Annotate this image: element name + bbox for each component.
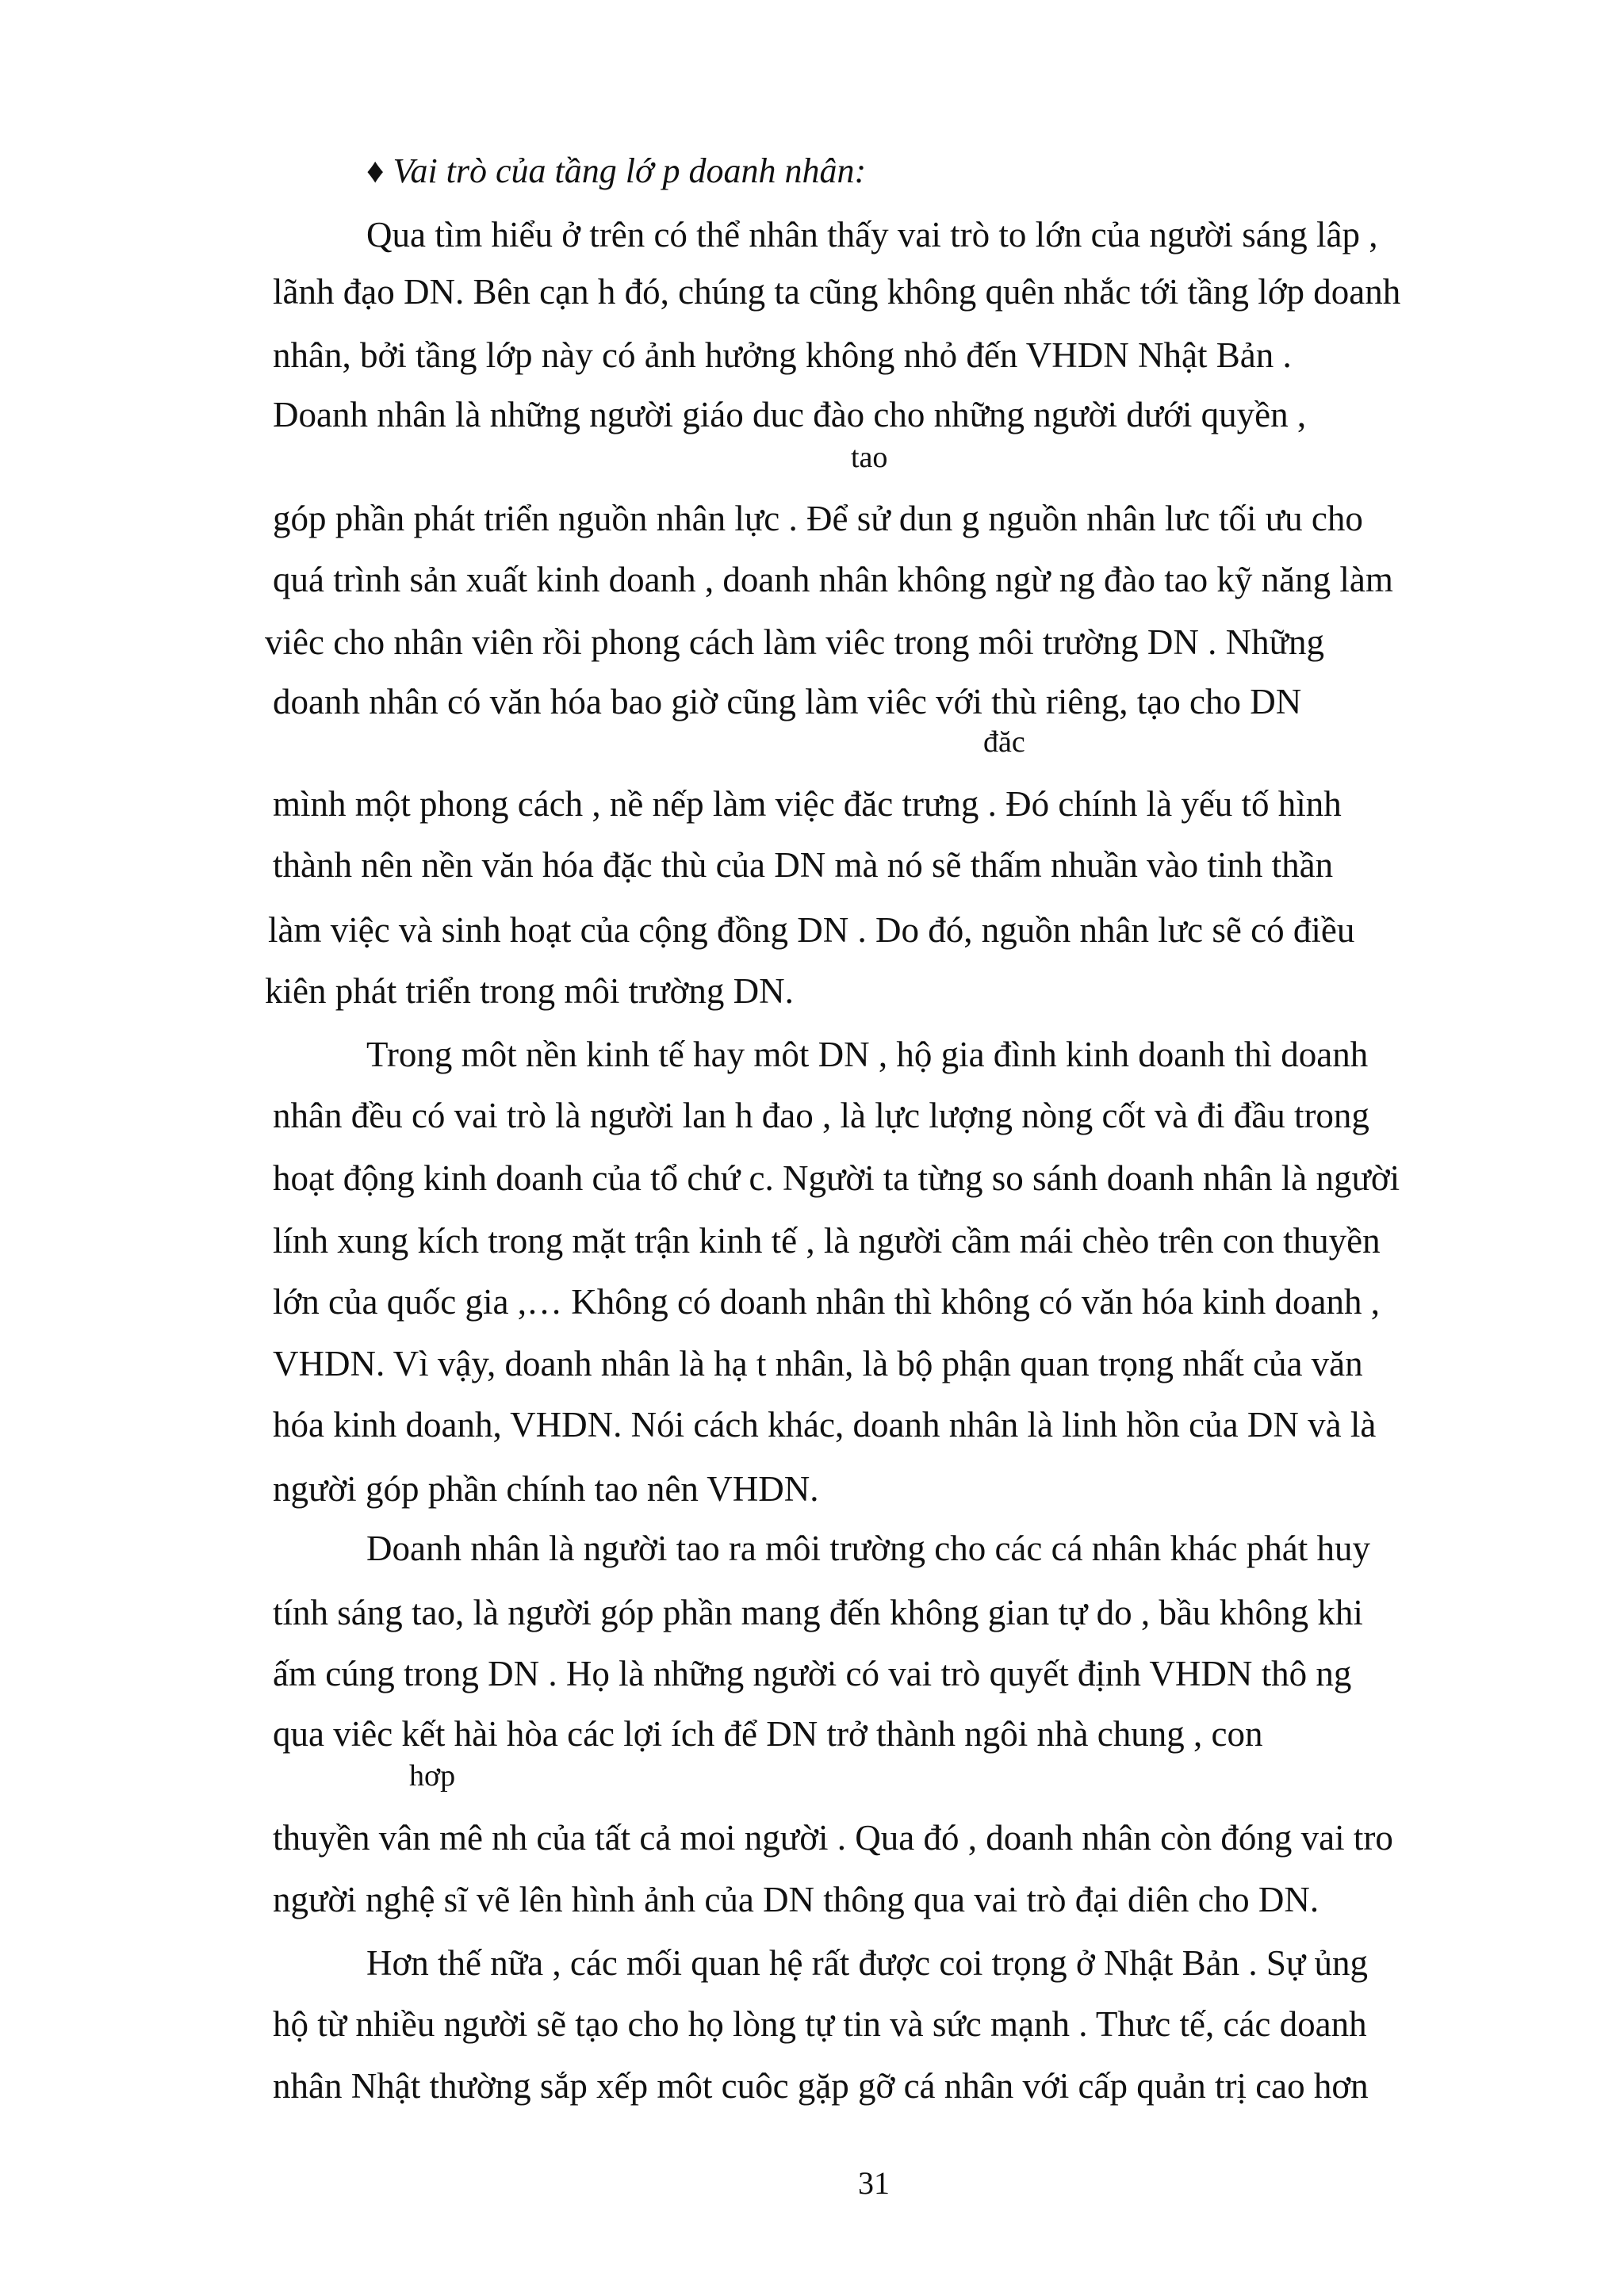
text-line: lớn của quốc gia ,… Không có doanh nhân thì không có văn hóa kinh doanh , bbox=[273, 1282, 1381, 1322]
subscript-word: đăc bbox=[983, 725, 1025, 759]
text-line: Doanh nhân là người tao ra môi trường cho các cá nhân khác phát huy bbox=[366, 1529, 1370, 1568]
text-line: hóa kinh doanh, VHDN. Nói cách khác, doanh nhân là linh hồn của DN và là bbox=[273, 1405, 1377, 1445]
text-line: người góp phần chính tao nên VHDN. bbox=[273, 1469, 819, 1509]
text-line: người nghệ sĩ vẽ lên hình ảnh của DN thông qua vai trò đại diên cho DN. bbox=[273, 1880, 1320, 1919]
text-line: ấm cúng trong DN . Họ là những người có vai trò quyết định VHDN thô ng bbox=[273, 1654, 1352, 1693]
text-line: lãnh đạo DN. Bên cạn h đó, chúng ta cũng không quên nhắc tới tầng lớp doanh bbox=[273, 272, 1401, 312]
page-number: 31 bbox=[858, 2165, 890, 2201]
text-line: thành nên nền văn hóa đặc thù của DN mà nó sẽ thấm nhuần vào tinh thần bbox=[273, 845, 1334, 885]
subscript-word: tao bbox=[851, 441, 888, 474]
text-line: thuyền vân mê nh của tất cả moi người . Qua đó , doanh nhân còn đóng vai tro bbox=[273, 1818, 1393, 1858]
text-line: viêc cho nhân viên rồi phong cách làm viêc trong môi trường DN . Những bbox=[265, 622, 1325, 662]
text-line: Trong môt nền kinh tế hay môt DN , hộ gia đình kinh doanh thì doanh bbox=[366, 1035, 1369, 1074]
text-line: doanh nhân có văn hóa bao giờ cũng làm viêc với thù riêng, tạo cho DN bbox=[273, 682, 1302, 721]
text-line: làm việc và sinh hoạt của cộng đồng DN . Do đó, nguồn nhân lưc sẽ có điều bbox=[268, 910, 1355, 950]
text-line: Hơn thế nữa , các mối quan hệ rất được coi trọng ở Nhật Bản . Sự ủng bbox=[366, 1943, 1369, 1983]
text-line: hoạt động kinh doanh của tổ chứ c. Người ta từng so sánh doanh nhân là người bbox=[273, 1158, 1400, 1198]
text-line: hộ từ nhiều người sẽ tạo cho họ lòng tự tin và sức mạnh . Thưc tế, các doanh bbox=[273, 2004, 1367, 2044]
text-line: kiên phát triển trong môi trường DN. bbox=[265, 971, 794, 1011]
text-line: lính xung kích trong mặt trận kinh tế , là người cầm mái chèo trên con thuyền bbox=[273, 1221, 1381, 1261]
text-line: góp phần phát triển nguồn nhân lực . Để sử dun g nguồn nhân lưc tối ưu cho bbox=[273, 499, 1363, 538]
text-line: quá trình sản xuất kinh doanh , doanh nhân không ngừ ng đào tao kỹ năng làm bbox=[273, 560, 1393, 599]
text-line: nhân đều có vai trò là người lan h đao , là lực lượng nòng cốt và đi đầu trong bbox=[273, 1096, 1369, 1135]
section-heading: ♦ Vai trò của tầng lớ p doanh nhân: bbox=[366, 151, 867, 190]
text-line: nhân Nhật thường sắp xếp môt cuôc gặp gỡ cá nhân với cấp quản trị cao hơn bbox=[273, 2066, 1369, 2106]
text-line: VHDN. Vì vậy, doanh nhân là hạ t nhân, là bộ phận quan trọng nhất của văn bbox=[273, 1344, 1363, 1383]
text-line: nhân, bởi tầng lớp này có ảnh hưởng không nhỏ đến VHDN Nhật Bản . bbox=[273, 335, 1292, 375]
text-line: Qua tìm hiểu ở trên có thể nhân thấy vai trò to lớn của người sáng lâp , bbox=[366, 215, 1378, 254]
text-line: qua viêc kết hài hòa các lợi ích để DN trở thành ngôi nhà chung , con bbox=[273, 1714, 1263, 1754]
text-line: tính sáng tao, là người góp phần mang đến không gian tự do , bầu không khi bbox=[273, 1593, 1363, 1632]
subscript-word: hơp bbox=[409, 1759, 456, 1793]
text-line: mình một phong cách , nề nếp làm việc đăc trưng . Đó chính là yếu tố hình bbox=[273, 784, 1342, 824]
text-line: Doanh nhân là những người giáo duc đào cho những người dưới quyền , bbox=[273, 395, 1307, 434]
